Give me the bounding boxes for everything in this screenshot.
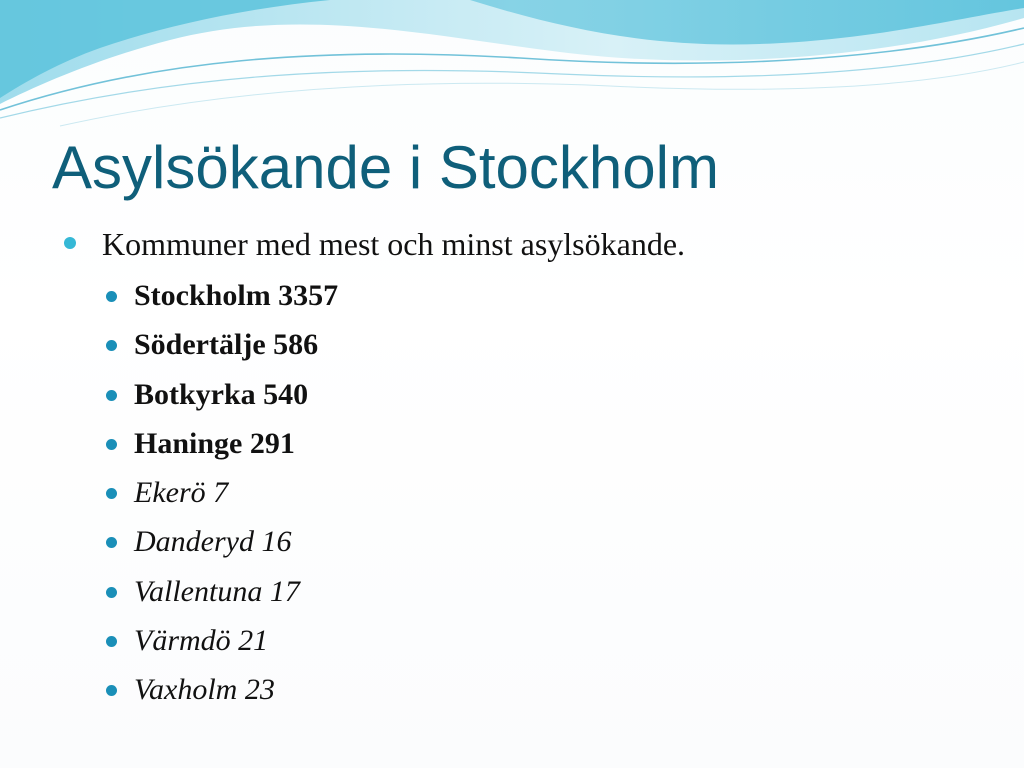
bullet-text: Södertälje 586 <box>134 328 319 362</box>
bullet-text: Stockholm 3357 <box>134 279 339 312</box>
bullet-text: Haninge 291 <box>134 426 295 460</box>
wave-line-2 <box>0 44 1024 118</box>
bullet-text: Danderyd 16 <box>134 525 292 559</box>
list-item <box>104 274 338 323</box>
list-item <box>104 471 338 520</box>
slide-title: Asylsökande i Stockholm <box>52 134 719 201</box>
bullet-text: Vaxholm 23 <box>134 673 275 707</box>
list-item <box>104 619 338 668</box>
bullet-dot-icon <box>106 291 117 302</box>
bullet-text: Vallentuna 17 <box>134 574 300 608</box>
bullet-text: Kommuner med mest och minst asylsökande. <box>102 226 686 262</box>
bullet-text: Värmdö 21 <box>134 624 269 658</box>
wave-line-3 <box>60 62 1024 126</box>
list-item <box>104 520 338 569</box>
bullet-list-level2 <box>104 274 338 718</box>
wave-header-decoration <box>0 0 1024 130</box>
list-item <box>104 422 338 471</box>
bullet-dot-icon <box>106 636 117 647</box>
bullet-dot-icon <box>106 390 117 401</box>
bullet-text: Ekerö 7 <box>134 476 229 510</box>
list-item <box>104 323 338 372</box>
bullet-dot-icon <box>106 587 117 598</box>
bullet-dot-icon <box>106 537 117 548</box>
bullet-dot-icon <box>64 237 76 249</box>
bullet-dot-icon <box>106 439 117 450</box>
list-item <box>104 373 338 422</box>
bullet-list-level1 <box>64 222 685 266</box>
bullet-dot-icon <box>106 340 117 351</box>
list-item <box>64 222 685 266</box>
bullet-text: Botkyrka 540 <box>134 377 309 411</box>
bullet-dot-icon <box>106 685 117 696</box>
bullet-dot-icon <box>106 488 117 499</box>
list-item <box>104 570 338 619</box>
list-item <box>104 668 338 717</box>
